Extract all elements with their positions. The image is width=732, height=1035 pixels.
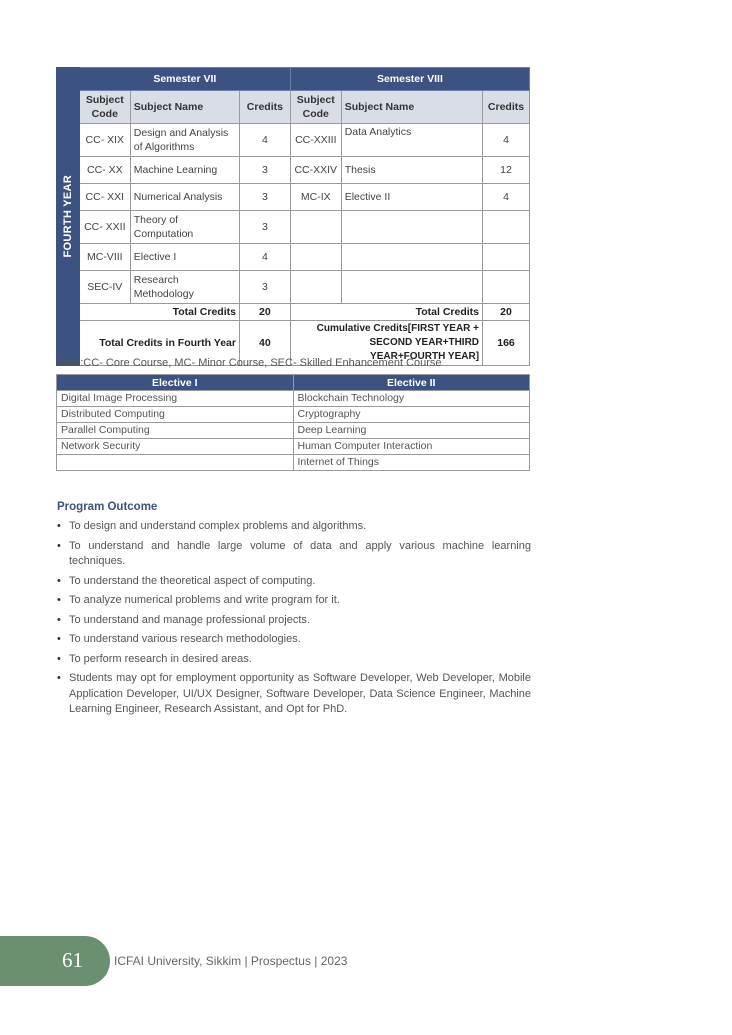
subject-credits: 3 [239,211,290,244]
outcome-text: Students may opt for employment opportunity as Software Developer, Web Developer, Mobile Application Developer, UI/UX Designer, Software Developer, Data Science Engineer, Machine Learning Engineer, Research Assistant, and Opt for PhD. [69,672,531,715]
bullet-icon: • [57,672,61,684]
subject-name: Theory of Computation [130,211,239,244]
subject-credits: 4 [483,124,530,157]
subject-name: Thesis [341,157,482,184]
table-row [57,211,530,244]
subject-code: SEC-IV [79,271,130,304]
list-item [57,519,531,535]
subject-credits: 3 [239,157,290,184]
table-row [57,391,530,407]
list-item [57,652,531,668]
list-item [57,574,531,590]
table-row [57,423,530,439]
outcome-text: To understand the theoretical aspect of computing. [69,574,316,587]
elective-i-item: Digital Image Processing [57,391,294,407]
subject-credits: 4 [239,244,290,271]
footer-page-tab [0,936,110,986]
year-label: FOURTH YEAR [61,175,74,258]
table-row [57,407,530,423]
table-row [57,439,530,455]
program-outcome-title: Program Outcome [57,501,158,513]
table-row [57,184,530,211]
table-row [57,244,530,271]
total-credits-label: Total Credits [290,304,482,321]
semester-vii-header: Semester VII [79,68,290,91]
fourth-year-credits-label: Total Credits in Fourth Year [79,321,239,366]
footer-text: ICFAI University, Sikkim | Prospectus | 2023 [114,954,348,968]
bullet-icon: • [57,574,61,587]
subject-code: MC-VIII [79,244,130,271]
subject-code [290,211,341,244]
outcome-text: To understand various research methodologies. [69,633,301,645]
subject-credits [483,271,530,304]
elective-ii-item: Deep Learning [293,423,530,439]
list-item [57,632,531,648]
bullet-icon: • [57,520,61,532]
outcome-text: To perform research in desired areas. [69,652,252,665]
bullet-icon: • [57,652,61,665]
subject-credits: 3 [239,271,290,304]
electives-table [56,374,530,471]
subject-code [290,271,341,304]
total-credits-row [57,304,530,321]
col-header-credits: Credits [483,91,530,124]
list-item [57,593,531,609]
table-row [57,455,530,471]
subject-name: Design and Analysis of Algorithms [130,124,239,157]
cumulative-credits: 166 [483,321,530,366]
subject-code: CC- XXI [79,184,130,211]
subject-name [341,271,482,304]
elective-i-item: Distributed Computing [57,407,294,423]
elective-i-header: Elective I [57,375,294,391]
subject-name: Research Methodology [130,271,239,304]
elective-ii-item: Internet of Things [293,455,530,471]
subject-code [290,244,341,271]
subject-credits: 4 [483,184,530,211]
total-credits-vii: 20 [239,304,290,321]
col-header-code: Subject Code [290,91,341,124]
subject-code: CC-XXIV [290,157,341,184]
subject-name [341,211,482,244]
cumulative-credits-label: Cumulative Credits[FIRST YEAR + SECOND YEAR+THIRD YEAR+FOURTH YEAR] [290,321,482,366]
subject-name: Machine Learning [130,157,239,184]
outcome-text: To understand and handle large volume of data and apply various machine learning techniques. [69,539,531,567]
outcome-text: To understand and manage professional projects. [69,613,310,626]
elective-i-item: Parallel Computing [57,423,294,439]
elective-ii-item: Cryptography [293,407,530,423]
subject-name: Elective I [130,244,239,271]
subject-code: CC- XXII [79,211,130,244]
col-header-name: Subject Name [130,91,239,124]
program-outcome-list [57,519,531,722]
subject-credits [483,211,530,244]
subject-credits: 12 [483,157,530,184]
page-number: 61 [62,948,83,972]
bullet-icon: • [57,613,61,626]
subject-name: Data Analytics [341,124,482,157]
bullet-icon: • [57,539,61,552]
elective-i-item [57,455,294,471]
curriculum-table [56,67,530,366]
list-item [57,671,531,718]
col-header-name: Subject Name [341,91,482,124]
subject-code: MC-IX [290,184,341,211]
subject-credits [483,244,530,271]
elective-ii-item: Human Computer Interaction [293,439,530,455]
fourth-year-credits: 40 [239,321,290,366]
outcome-text: To analyze numerical problems and write program for it. [69,594,340,606]
table-row [57,157,530,184]
col-header-credits: Credits [239,91,290,124]
subject-code: CC-XXIII [290,124,341,157]
list-item [57,613,531,629]
subject-credits: 4 [239,124,290,157]
bullet-icon: • [57,594,61,606]
table-row [57,124,530,157]
course-abbreviation-note: Note:CC- Core Course, MC- Minor Course, SEC- Skilled Enhancement Course [57,357,442,369]
col-header-code: Subject Code [79,91,130,124]
subject-code: CC- XIX [79,124,130,157]
outcome-text: To design and understand complex problems and algorithms. [69,520,367,532]
year-label-cell [57,68,80,366]
total-credits-viii: 20 [483,304,530,321]
elective-ii-header: Elective II [293,375,530,391]
total-credits-label: Total Credits [79,304,239,321]
semester-viii-header: Semester VIII [290,68,529,91]
subject-code: CC- XX [79,157,130,184]
subject-credits: 3 [239,184,290,211]
list-item [57,539,531,570]
table-row [57,271,530,304]
subject-name: Elective II [341,184,482,211]
subject-name: Numerical Analysis [130,184,239,211]
subject-name [341,244,482,271]
bullet-icon: • [57,633,61,645]
elective-ii-item: Blockchain Technology [293,391,530,407]
elective-i-item: Network Security [57,439,294,455]
